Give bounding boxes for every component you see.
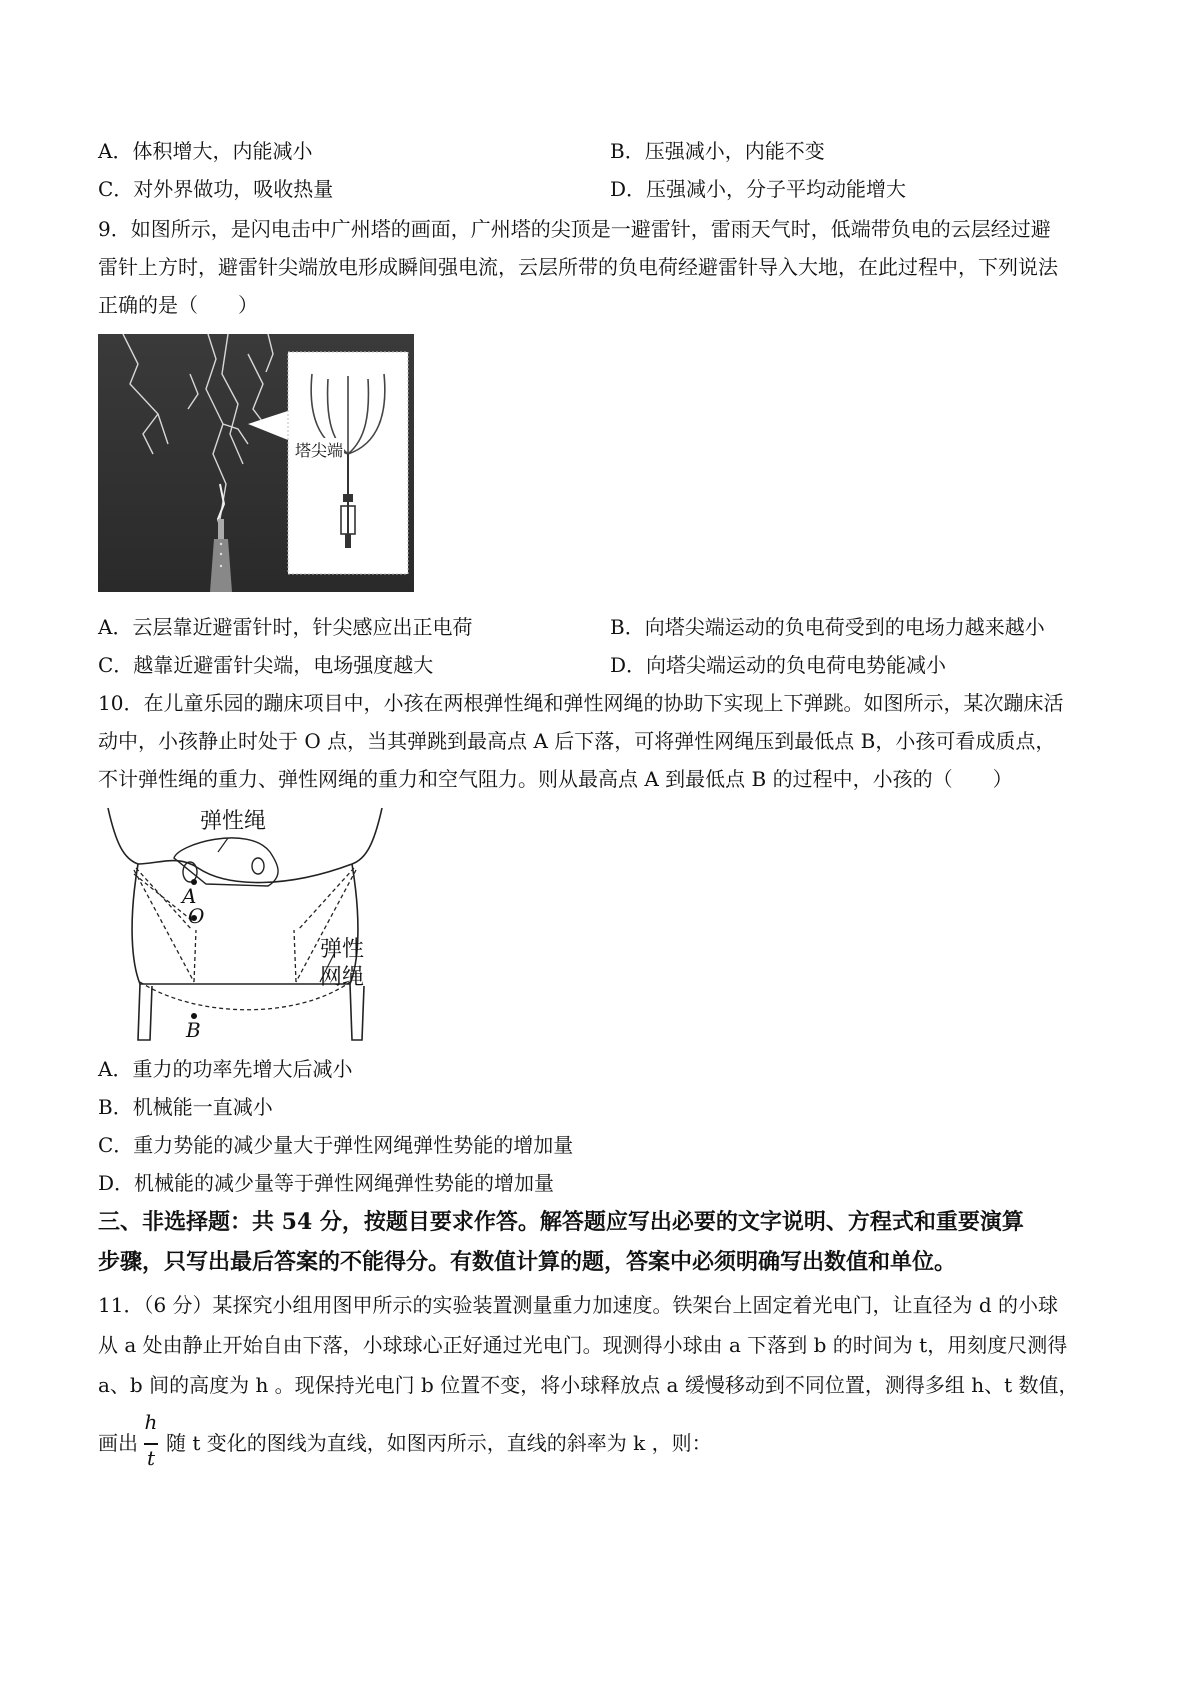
tower-tip-label: 塔尖端 bbox=[294, 438, 344, 461]
point-b-label: B bbox=[186, 1018, 201, 1042]
section-3-title-line-1: 三、非选择题：共 54 分，按题目要求作答。解答题应写出必要的文字说明、方程式和重要演算 bbox=[98, 1209, 1024, 1235]
q9-stem-line-3: 正确的是（ ） bbox=[98, 293, 258, 317]
q9-stem-line-1: 9．如图所示，是闪电击中广州塔的画面，广州塔的尖顶是一避雷针，雷雨天气时，低端带负电的云层经过避 bbox=[98, 217, 1051, 241]
q11-line-1: 11．（6 分）某探究小组用图甲所示的实验装置测量重力加速度。铁架台上固定着光电门，让直径为 d 的小球 bbox=[98, 1293, 1059, 1317]
q10-stem-line-3: 不计弹性绳的重力、弹性网绳的重力和空气阻力。则从最高点 A 到最低点 B 的过程中，小孩的（ ） bbox=[98, 767, 1013, 791]
point-o-label: O bbox=[188, 904, 205, 928]
q9-option-d: D．向塔尖端运动的负电荷电势能减小 bbox=[610, 653, 947, 677]
q10-option-c: C．重力势能的减少量大于弹性网绳弹性势能的增加量 bbox=[98, 1133, 574, 1157]
elastic-rope-label: 弹性绳 bbox=[200, 809, 267, 834]
q10-option-b: B．机械能一直减小 bbox=[98, 1095, 273, 1119]
trampoline-illustration bbox=[98, 804, 398, 1048]
q10-stem-line-1: 10．在儿童乐园的蹦床项目中，小孩在两根弹性绳和弹性网绳的协助下实现上下弹跳。如图所示，某次蹦床活 bbox=[98, 691, 1064, 715]
q10-stem-line-2: 动中，小孩静止时处于 O 点，当其弹跳到最高点 A 后下落，可将弹性网绳压到最低点 B，小孩可看成质点， bbox=[98, 729, 1056, 753]
q9-option-a: A．云层靠近避雷针时，针尖感应出正电荷 bbox=[98, 615, 473, 639]
section-3-title-line-2: 步骤，只写出最后答案的不能得分。有数值计算的题，答案中必须明确写出数值和单位。 bbox=[98, 1249, 957, 1275]
elastic-net-label-1: 弹性 bbox=[320, 937, 365, 962]
q10-option-a: A．重力的功率先增大后减小 bbox=[98, 1057, 353, 1081]
q9-stem-line-2: 雷针上方时，避雷针尖端放电形成瞬间强电流，云层所带的负电荷经避雷针导入大地，在此过程中，下列说法 bbox=[98, 255, 1058, 279]
fraction-denominator: t bbox=[146, 1446, 156, 1470]
q11-line-2: 从 a 处由静止开始自由下落，小球球心正好通过光电门。现测得小球由 a 下落到 b 的时间为 t，用刻度尺测得 bbox=[98, 1333, 1068, 1357]
fraction-numerator: h bbox=[144, 1410, 158, 1434]
elastic-net-label-2: 网绳 bbox=[320, 965, 365, 990]
q11-line-4-prefix: 画出 bbox=[98, 1431, 138, 1455]
q10-option-d: D．机械能的减少量等于弹性网绳弹性势能的增加量 bbox=[98, 1171, 555, 1195]
q8-option-d: D．压强减小，分子平均动能增大 bbox=[610, 177, 907, 201]
q9-figure-lightning-tower bbox=[98, 334, 414, 592]
q10-figure-trampoline bbox=[98, 804, 398, 1048]
fraction-bar bbox=[144, 1443, 158, 1445]
q11-line-4-suffix: 随 t 变化的图线为直线，如图丙所示，直线的斜率为 k ，则： bbox=[166, 1431, 712, 1455]
q11-line-3: a、b 间的高度为 h 。现保持光电门 b 位置不变，将小球释放点 a 缓慢移动到不同位置，测得多组 h、t 数值， bbox=[98, 1373, 1079, 1397]
point-a-label: A bbox=[182, 884, 197, 908]
q8-option-b: B．压强减小，内能不变 bbox=[610, 139, 825, 163]
q8-option-a: A．体积增大，内能减小 bbox=[98, 139, 313, 163]
lightning-tower-illustration bbox=[98, 334, 414, 592]
q8-option-c: C．对外界做功，吸收热量 bbox=[98, 177, 334, 201]
q9-option-c: C．越靠近避雷针尖端，电场强度越大 bbox=[98, 653, 434, 677]
q9-option-b: B．向塔尖端运动的负电荷受到的电场力越来越小 bbox=[610, 615, 1045, 639]
